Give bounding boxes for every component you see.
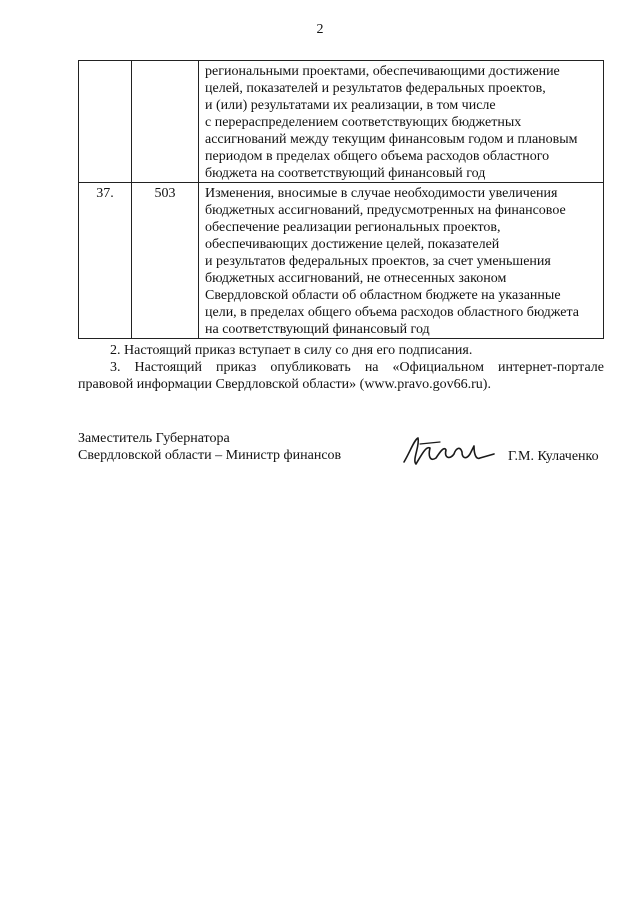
description-line: обеспечивающих достижение целей, показателей [205,237,500,252]
description-line: обеспечение реализации региональных проектов, [205,220,501,235]
description-line: и (или) результатами их реализации, в том числе [205,98,496,113]
description-line: бюджета на соответствующий финансовый год [205,166,486,181]
description-line: с перераспределением соответствующих бюджетных [205,115,522,130]
row-description-cell [199,183,604,339]
row-code-cell [132,61,199,183]
paragraph-block [78,342,604,393]
description-line: целей, показателей и результатов федеральных проектов, [205,81,546,96]
signatory-title-line: Заместитель Губернатора [78,431,230,446]
row-description-cell [199,61,604,183]
changes-table [78,60,604,339]
description-line: на соответствующий финансовый год [205,322,430,337]
signatory-title [78,430,341,464]
description-line: бюджетных ассигнований, предусмотренных на финансовое [205,203,566,218]
page-number: 2 [316,22,324,37]
signatory-title-line: Свердловской области – Министр финансов [78,448,342,463]
row-number-cell: 37. [79,183,132,339]
description-line: региональными проектами, обеспечивающими достижение [205,64,560,79]
description-line: цели, в пределах общего объема расходов областного бюджета [205,305,580,320]
paragraph-2: 2. Настоящий приказ вступает в силу со дня его подписания. [110,343,473,358]
description-line: периодом в пределах общего объема расходов областного [205,149,550,164]
handwritten-signature [400,432,500,472]
paragraph-3-line-1: 3. Настоящий приказ опубликовать на «Официальном интернет-портале [110,360,604,375]
row-number-cell [79,61,132,183]
table-row [79,183,604,339]
description-line: Изменения, вносимые в случае необходимости увеличения [205,186,558,201]
description-line: и результатов федеральных проектов, за счет уменьшения [205,254,551,269]
description-line: Свердловской области об областном бюджете на указанные [205,288,561,303]
table-row [79,61,604,183]
row-code-cell: 503 [132,183,199,339]
description-line: ассигнований между текущим финансовым годом и плановым [205,132,578,147]
paragraph-3-line-2: правовой информации Свердловской области» (www.pravo.gov66.ru). [78,377,491,392]
signatory-name: Г.М. Кулаченко [508,449,599,464]
description-line: бюджетных ассигнований, не отнесенных законом [205,271,507,286]
